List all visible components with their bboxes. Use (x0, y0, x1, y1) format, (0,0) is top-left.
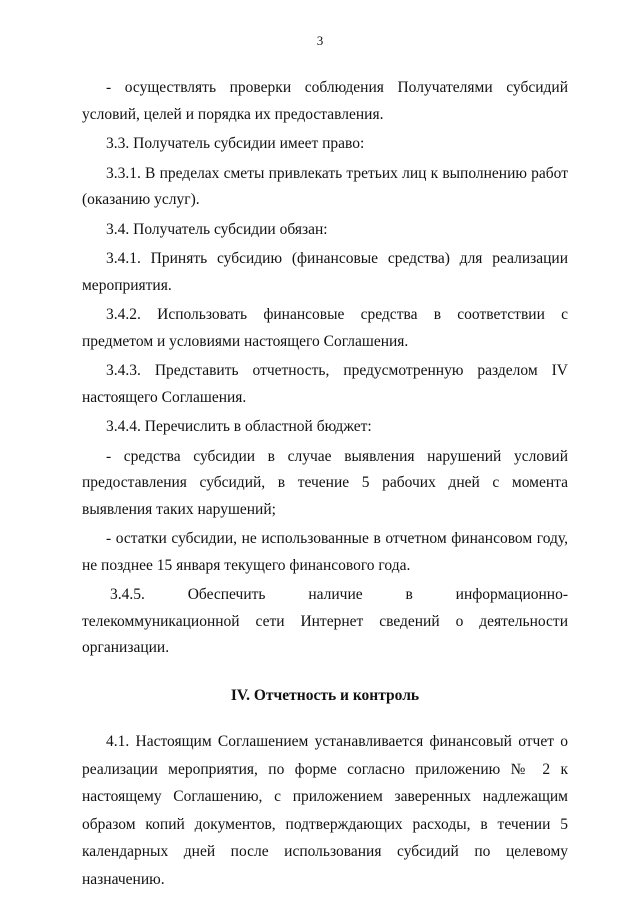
paragraph-3-3-1: 3.3.1. В пределах сметы привлекать третьих лиц к выполнению работ (оказанию услуг). (82, 164, 568, 208)
paragraph-subsidy-remains: - остатки субсидии, не использованные в отчетном финансовом году, не позднее 15 января текущего финансового года. (82, 530, 568, 574)
paragraph-3-4: 3.4. Получатель субсидии обязан: (106, 220, 328, 238)
paragraph-3-4-5: 3.4.5. Обеспечить наличие в информационно-телекоммуникационной сети Интернет сведений о деятельности организации. (82, 586, 568, 656)
paragraph-3-4-4: 3.4.4. Перечислить в областной бюджет: (106, 418, 372, 435)
paragraph-3-4-3: 3.4.3. Представить отчетность, предусмотренную разделом IV настоящего Соглашения. (82, 362, 568, 406)
paragraph-subsidy-funds: - средства субсидии в случае выявления нарушений условий предоставления субсидий, в течение 5 рабочих дней с момента выявления таких нарушений; (82, 447, 568, 518)
paragraph-inspection-duty: - осуществлять проверки соблюдения Получателями субсидий условий, целей и порядка их предоставления. (82, 79, 568, 123)
paragraph-4-1: 4.1. Настоящим Соглашением устанавливается финансовый отчет о реализации мероприятия, по форме согласно приложению № 2 к настоящему Соглашению, с приложением заверенных надлежащим образом копий документов, подтверждающих расходы, в течении 5 календарных дней после использования субсидий по целевому назначению. (82, 733, 568, 888)
paragraph-3-3: 3.3. Получатель субсидии имеет право: (106, 135, 365, 152)
paragraph-3-4-1: 3.4.1. Принять субсидию (финансовые средства) для реализации мероприятия. (82, 250, 568, 294)
paragraph-3-4-2: 3.4.2. Использовать финансовые средства в соответствии с предметом и условиями настоящего Соглашения. (82, 306, 568, 350)
section-heading: IV. Отчетность и контроль (230, 686, 420, 704)
document-body (82, 75, 568, 893)
page-number: 3 (316, 33, 324, 48)
